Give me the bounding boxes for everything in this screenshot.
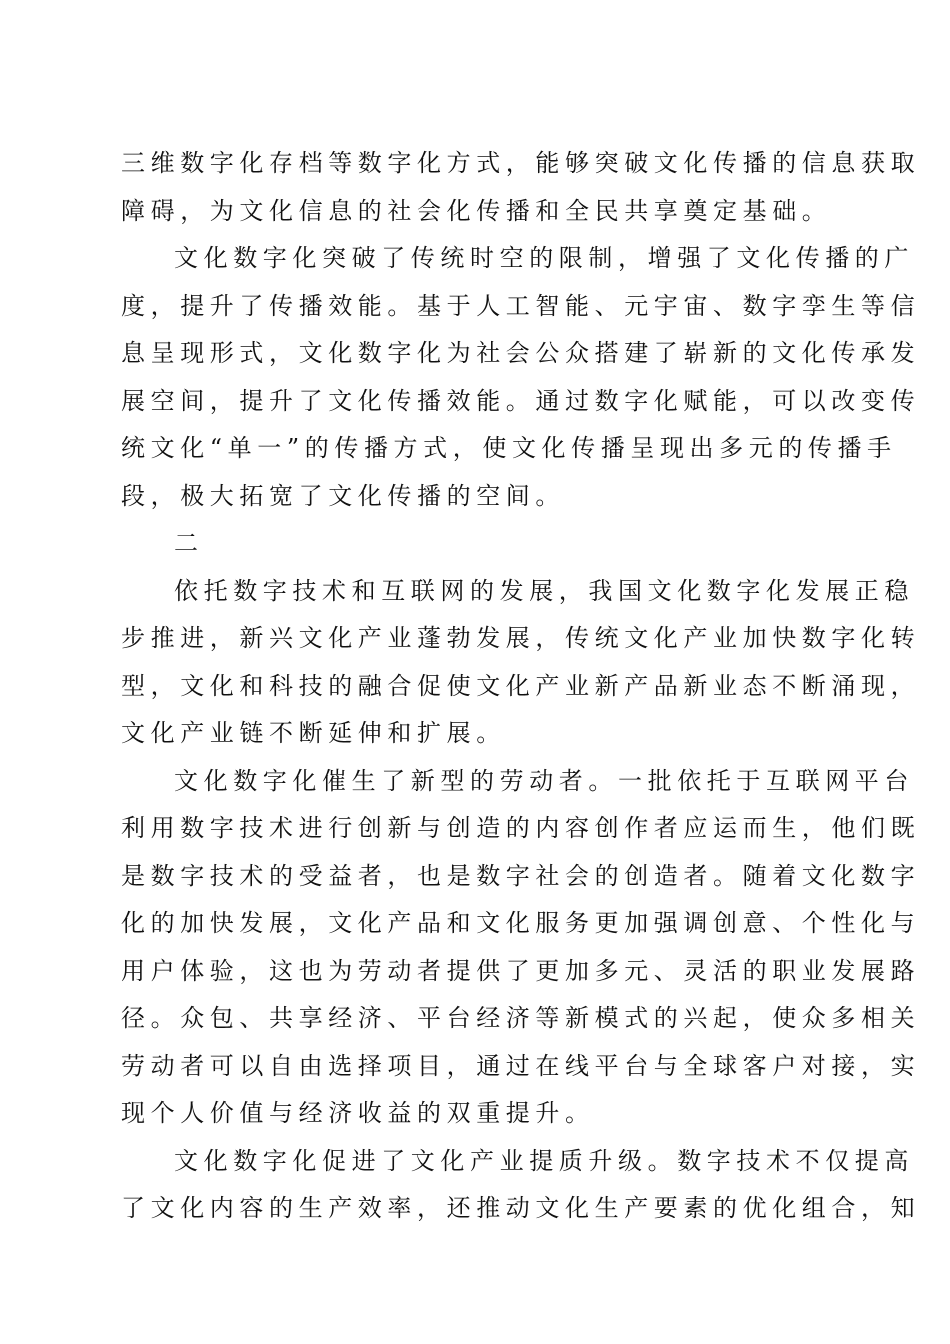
text-line: 文化产业链不断延伸和扩展。 bbox=[121, 719, 506, 747]
text-line: 段，极大拓宽了文化传播的空间。 bbox=[121, 481, 565, 510]
paragraph bbox=[121, 568, 921, 758]
text-line: 利用数字技术进行创新与创造的内容创作者应运而生，他们既 bbox=[121, 814, 921, 842]
text-line: 用户体验，这也为劳动者提供了更加多元、灵活的职业发展路 bbox=[121, 956, 921, 985]
text-line: 型，文化和科技的融合促使文化产业新产品新业态不断涌现， bbox=[121, 671, 921, 700]
paragraph bbox=[121, 758, 921, 1138]
paragraph bbox=[121, 520, 829, 568]
text-line: 文化数字化促进了文化产业提质升级。数字技术不仅提高 bbox=[174, 1146, 914, 1175]
text-line: 文化数字化突破了传统时空的限制，增强了文化传播的广 bbox=[174, 244, 914, 272]
text-line: 二 bbox=[174, 529, 204, 557]
text-line: 现个人价值与经济收益的双重提升。 bbox=[121, 1099, 595, 1127]
text-line: 三维数字化存档等数字化方式，能够突破文化传播的信息获取 bbox=[121, 149, 921, 177]
text-line: 化的加快发展，文化产品和文化服务更加强调创意、个性化与 bbox=[121, 909, 921, 937]
text-line: 径。众包、共享经济、平台经济等新模式的兴起，使众多相关 bbox=[121, 1004, 921, 1032]
text-line: 息呈现形式，文化数字化为社会公众搭建了崭新的文化传承发 bbox=[121, 339, 921, 367]
text-line: 是数字技术的受益者，也是数字社会的创造者。随着文化数字 bbox=[121, 861, 921, 890]
paragraph bbox=[121, 140, 921, 235]
paragraph bbox=[121, 1138, 921, 1233]
text-line: 了文化内容的生产效率，还推动文化生产要素的优化组合，知 bbox=[121, 1194, 921, 1222]
paragraph bbox=[121, 235, 921, 520]
text-line: 展空间，提升了文化传播效能。通过数字化赋能，可以改变传 bbox=[121, 386, 921, 415]
text-line: 劳动者可以自由选择项目，通过在线平台与全球客户对接，实 bbox=[121, 1051, 921, 1080]
text-line: 度，提升了传播效能。基于人工智能、元宇宙、数字孪生等信 bbox=[121, 291, 921, 320]
text-line: 步推进，新兴文化产业蓬勃发展，传统文化产业加快数字化转 bbox=[121, 624, 921, 652]
text-line: 依托数字技术和互联网的发展，我国文化数字化发展正稳 bbox=[174, 576, 914, 605]
text-line: 障碍，为文化信息的社会化传播和全民共享奠定基础。 bbox=[121, 196, 832, 225]
text-line: 文化数字化催生了新型的劳动者。一批依托于互联网平台 bbox=[174, 766, 914, 795]
text-line: 统文化“单一”的传播方式，使文化传播呈现出多元的传播手 bbox=[121, 434, 897, 462]
document-body bbox=[121, 140, 921, 1233]
